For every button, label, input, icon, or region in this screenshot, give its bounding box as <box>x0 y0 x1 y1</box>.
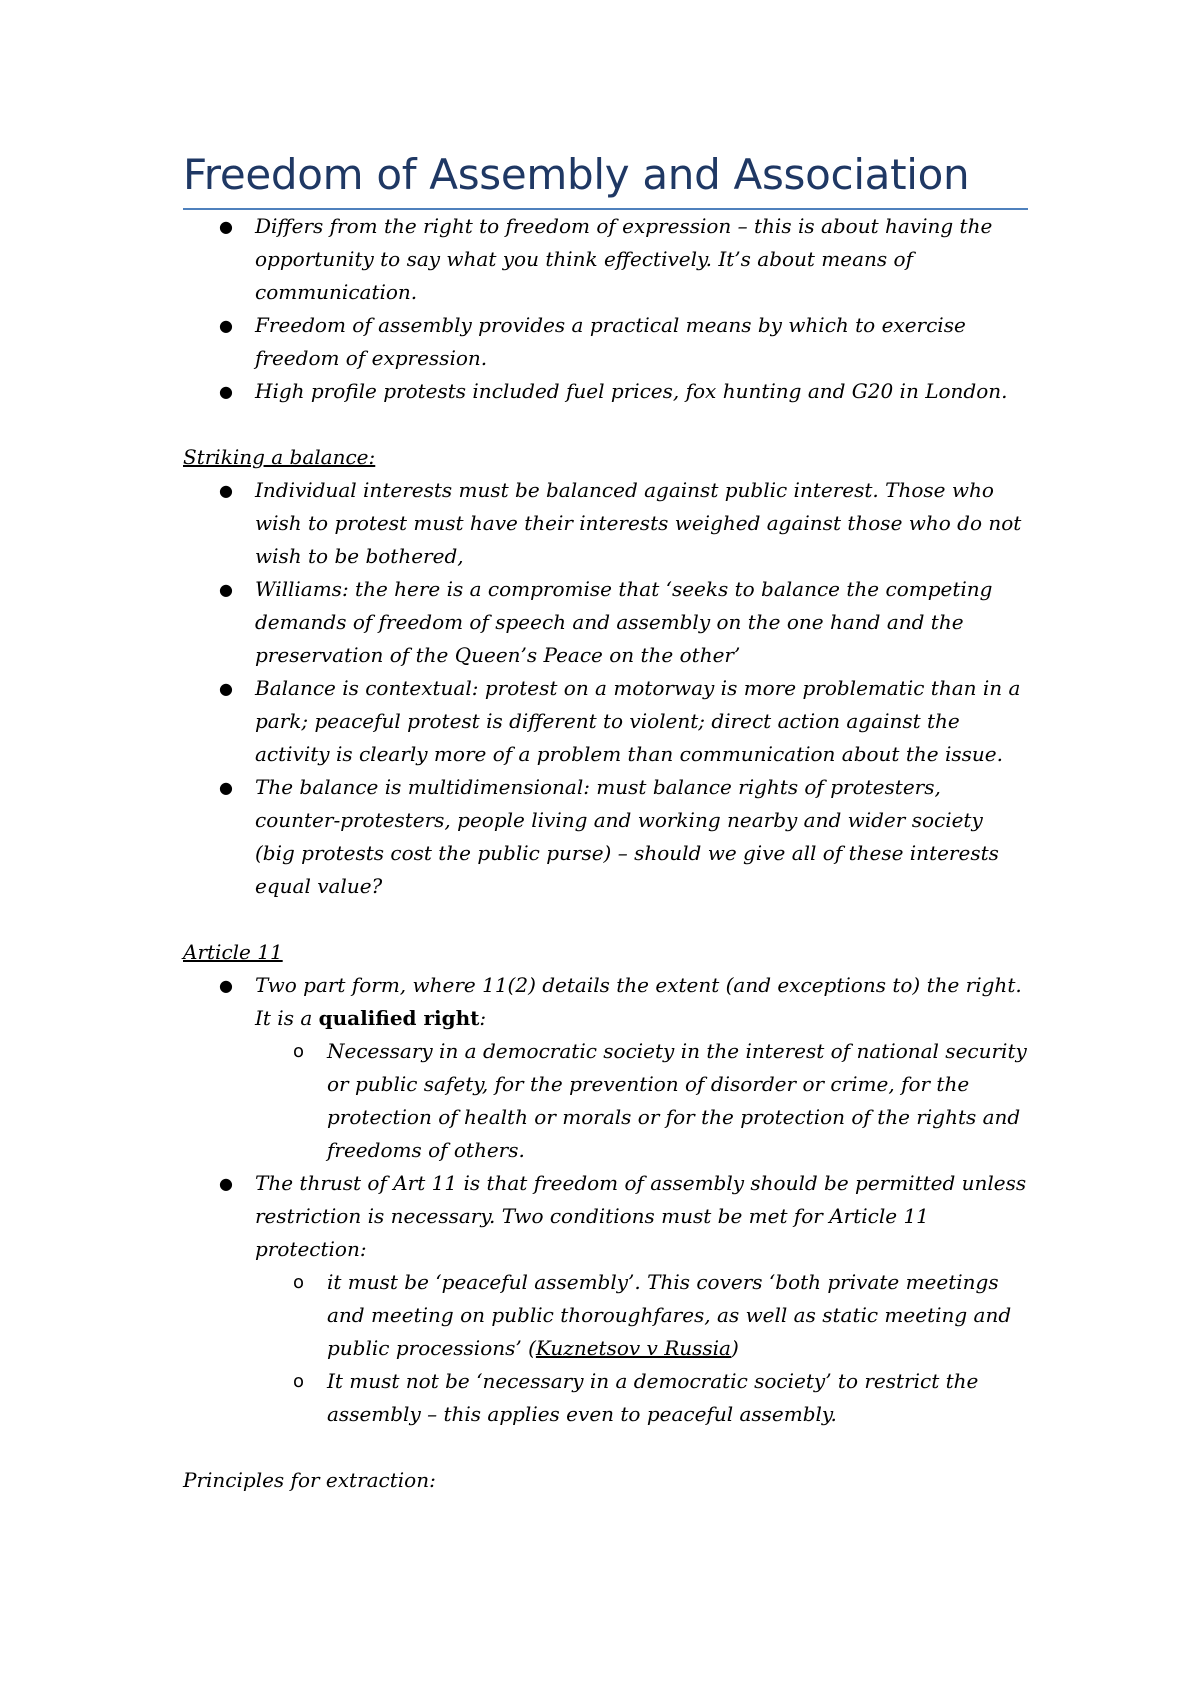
list-item <box>183 573 1028 672</box>
document-page <box>183 150 1028 1497</box>
striking-list <box>183 474 1028 903</box>
list-item-text: Freedom of assembly provides a practical means by which to exercise freedom of expression. <box>255 313 966 371</box>
sub-list-item: o it must be ‘peaceful assembly’. This covers ‘both private meetings and meeting on public thoroughfares, as well as static meeting and public processions’ (Kuznetsov v Russia) <box>255 1266 1028 1365</box>
bullet-icon: ● <box>219 217 233 237</box>
list-item-text: The thrust of Art 11 is that freedom of assembly should be permitted unless restriction is necessary. Two conditions must be met for Article 11 protection: <box>255 1171 1027 1262</box>
article11-list <box>183 969 1028 1431</box>
sub-list-item-text: Necessary in a democratic society in the interest of national security or public safety, for the prevention of disorder or crime, for the protection of health or morals or for the protection of the rights and freedoms of others. <box>327 1039 1027 1163</box>
sub-list-item <box>255 1365 1028 1431</box>
section-heading-article-11: Article 11 <box>183 940 283 965</box>
sub-list <box>255 1266 1028 1431</box>
list-item <box>183 210 1028 309</box>
list-item-text: High profile protests included fuel prices, fox hunting and G20 in London. <box>255 379 1008 404</box>
list-item <box>183 771 1028 903</box>
circle-bullet-icon: o <box>293 1371 305 1393</box>
bullet-icon: ● <box>219 316 233 336</box>
list-item-text: Two part form, where 11(2) details the extent (and exceptions to) the right. It is a <box>255 973 1022 1031</box>
bullet-icon: ● <box>219 580 233 600</box>
qualified-right-term: qualified right <box>318 1006 480 1031</box>
section-heading-principles: Principles for extraction: <box>183 1468 436 1493</box>
list-item <box>183 309 1028 375</box>
list-item-text: The balance is multidimensional: must balance rights of protesters, counter-protesters, people living and working nearby and wider society (big protests cost the public purse) – should we give all of these interests equal value? <box>255 775 999 899</box>
sub-list-item <box>255 1035 1028 1167</box>
bullet-icon: ● <box>219 976 233 996</box>
list-item <box>183 375 1028 408</box>
bullet-icon: ● <box>219 382 233 402</box>
sub-list <box>255 1035 1028 1167</box>
list-item-text: Williams: the here is a compromise that ‘seeks to balance the competing demands of freedom of speech and assembly on the one hand and the preservation of the Queen’s Peace on the other’ <box>255 577 993 668</box>
list-item-text: Balance is contextual: protest on a motorway is more problematic than in a park; peaceful protest is different to violent; direct action against the activity is clearly more of a problem than communication about the issue. <box>255 676 1021 767</box>
bullet-icon: ● <box>219 1174 233 1194</box>
case-citation: Kuznetsov v Russia <box>535 1336 731 1361</box>
list-item <box>183 1167 1028 1431</box>
bullet-icon: ● <box>219 679 233 699</box>
page-title: Freedom of Assembly and Association <box>183 150 1028 210</box>
bullet-icon: ● <box>219 481 233 501</box>
intro-list <box>183 210 1028 408</box>
section-heading-striking: Striking a balance: <box>183 445 376 470</box>
circle-bullet-icon: o <box>293 1272 305 1294</box>
list-item-text: Differs from the right to freedom of expression – this is about having the opportunity to say what you think effectively. It’s about means of communication. <box>255 214 993 305</box>
bullet-icon: ● <box>219 778 233 798</box>
list-item <box>183 672 1028 771</box>
list-item <box>183 474 1028 573</box>
circle-bullet-icon: o <box>293 1041 305 1063</box>
sub-list-item-text: it must be ‘peaceful assembly’. This covers ‘both private meetings and meeting on public thoroughfares, as well as static meeting and public processions’ ( <box>327 1270 1012 1361</box>
sub-list-item-text: It must not be ‘necessary in a democratic society’ to restrict the assembly – this applies even to peaceful assembly. <box>327 1369 979 1427</box>
list-item: ● Two part form, where 11(2) details the extent (and exceptions to) the right. It is a qualified right: o Necessary in a democratic society in the interest of national security or public safety, for the prevention of disorder or crime, for the protection of health or morals or for the protection of the rights and freedoms of others. <box>183 969 1028 1167</box>
list-item-text: Individual interests must be balanced against public interest. Those who wish to protest must have their interests weighed against those who do not wish to be bothered, <box>255 478 1022 569</box>
